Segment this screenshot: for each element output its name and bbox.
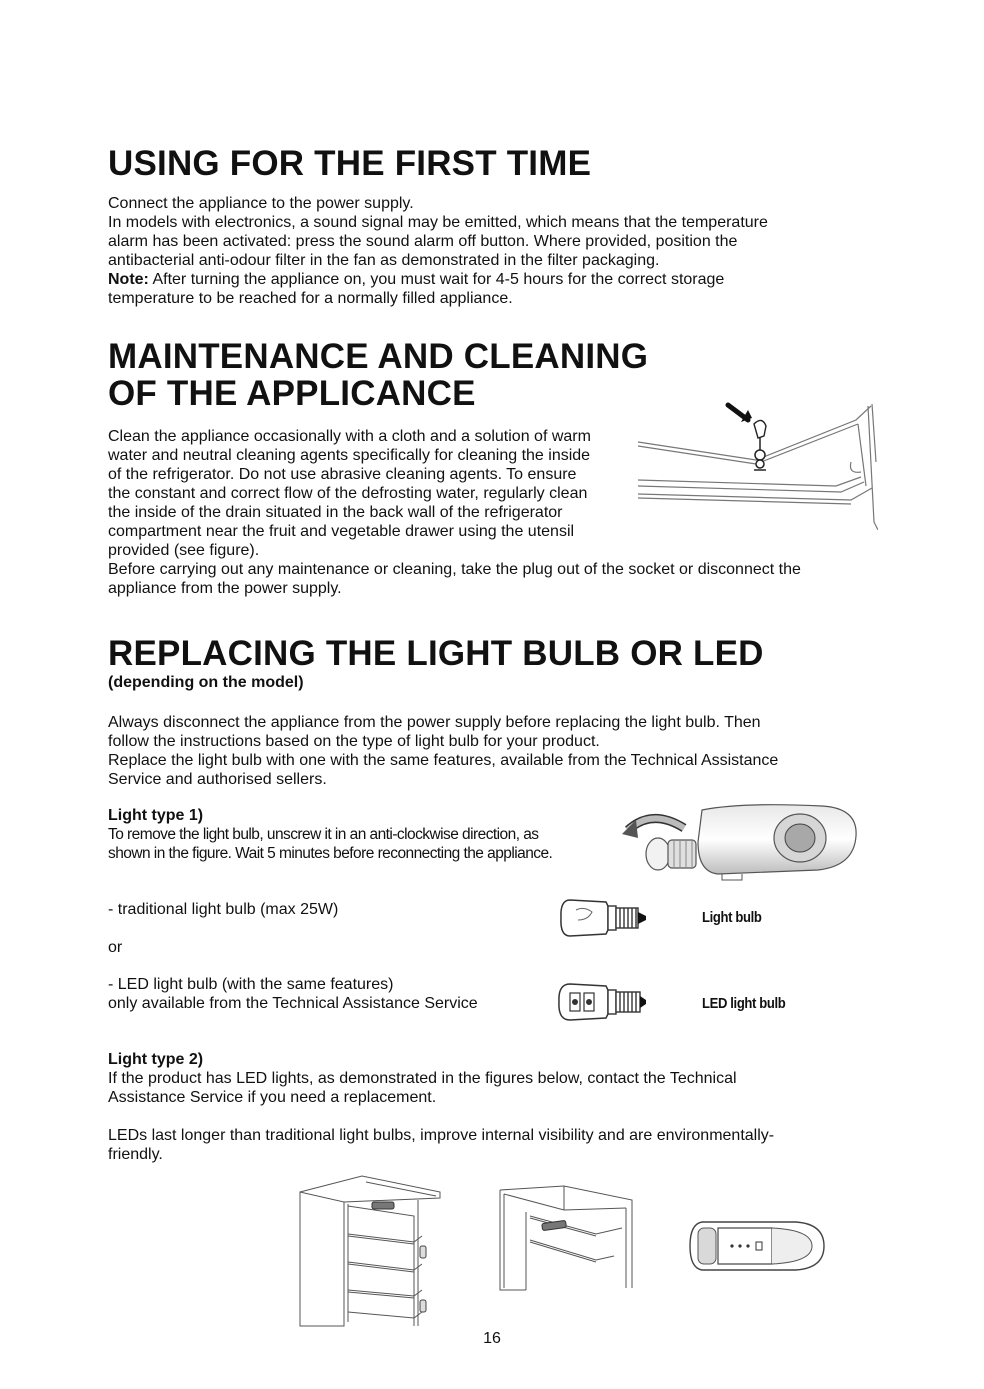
drain-cleaning-figure xyxy=(636,402,878,530)
maintenance-line: the inside of the drain situated in the back wall of the refrigerator xyxy=(108,504,563,521)
traditional-bulb-text: - traditional light bulb (max 25W) xyxy=(108,901,339,918)
intro-line: follow the instructions based on the type of light bulb for your product. xyxy=(108,733,600,750)
note-label: Note: xyxy=(108,271,149,288)
light-type-2-text xyxy=(108,1069,878,1107)
rotate-arrow-icon xyxy=(622,818,684,838)
led-benefits-text xyxy=(108,1126,878,1164)
led-benefits-line-1: LEDs last longer than traditional light bulbs, improve internal visibility and are environmentally- xyxy=(108,1127,775,1144)
first-time-line-2: In models with electronics, a sound signal may be emitted, which means that the temperature xyxy=(108,214,768,231)
section-title-light-bulb: REPLACING THE LIGHT BULB OR LED xyxy=(108,634,764,673)
led-benefits-line-2: friendly. xyxy=(108,1146,163,1163)
light-type-2-heading: Light type 2) xyxy=(108,1051,204,1068)
first-time-line-3: alarm has been activated: press the sound alarm off button. Where provided, position the xyxy=(108,233,738,250)
traditional-bulb-figure xyxy=(558,896,650,940)
lamp-removal-figure xyxy=(622,800,860,882)
light-type-2-line-2: Assistance Service if you need a replacement. xyxy=(108,1089,437,1106)
section-title-maintenance-1: MAINTENANCE AND CLEANING xyxy=(108,337,649,376)
maintenance-line: compartment near the fruit and vegetable drawer using the utensil xyxy=(108,523,575,540)
fridge-interior-figure-2 xyxy=(496,1184,636,1292)
first-time-line-4: antibacterial anti-odour filter in the fan as demonstrated in the filter packaging. xyxy=(108,252,660,269)
note-text: After turning the appliance on, you must wait for 4-5 hours for the correct storage xyxy=(148,271,725,288)
maintenance-line: Clean the appliance occasionally with a cloth and a solution of warm xyxy=(108,428,591,445)
light-bulb-icon xyxy=(558,896,650,940)
first-time-paragraph-1: Connect the appliance to the power supply. xyxy=(108,195,414,212)
section-title-first-time: USING FOR THE FIRST TIME xyxy=(108,144,592,183)
intro-line: Service and authorised sellers. xyxy=(108,771,327,788)
led-unit-figure xyxy=(688,1218,826,1274)
section-title-maintenance-2: OF THE APPLICANCE xyxy=(108,374,476,413)
caption-led-light-bulb: LED light bulb xyxy=(702,996,786,1012)
or-text: or xyxy=(108,939,123,956)
first-time-note xyxy=(108,270,868,289)
light-type-1-heading: Light type 1) xyxy=(108,807,204,824)
caption-light-bulb: Light bulb xyxy=(702,910,762,926)
maintenance-line: provided (see figure). xyxy=(108,542,260,559)
light-bulb-subtitle: (depending on the model) xyxy=(108,674,304,691)
drain-tool-icon xyxy=(754,420,766,470)
light-type-2-line-1: If the product has LED lights, as demonstrated in the figures below, contact the Technical xyxy=(108,1070,737,1087)
led-bulb-icon xyxy=(556,981,650,1023)
light-type-1-line-1: To remove the light bulb, unscrew it in an anti-clockwise direction, as xyxy=(108,826,539,843)
page-number: 16 xyxy=(483,1330,501,1347)
led-light-strip-icon xyxy=(372,1202,394,1209)
led-bulb-line-2: only available from the Technical Assistance Service xyxy=(108,995,478,1012)
led-bulb-figure xyxy=(556,981,650,1023)
fridge-interior-figure-1 xyxy=(296,1172,442,1328)
light-type-1-text xyxy=(108,825,628,863)
light-bulb-small-icon xyxy=(646,838,696,870)
first-time-text xyxy=(108,194,868,308)
maintenance-line: of the refrigerator. Do not use abrasive cleaning agents. To ensure xyxy=(108,466,577,483)
maintenance-line: the constant and correct flow of the defrosting water, regularly clean xyxy=(108,485,588,502)
first-time-note-line-2: temperature to be reached for a normally filled appliance. xyxy=(108,290,513,307)
maintenance-line: water and neutral cleaning agents specifically for cleaning the inside xyxy=(108,447,591,464)
light-type-1-line-2: shown in the figure. Wait 5 minutes before reconnecting the appliance. xyxy=(108,845,553,862)
maintenance-line: appliance from the power supply. xyxy=(108,580,342,597)
intro-line: Always disconnect the appliance from the power supply before replacing the light bulb. Then xyxy=(108,714,761,731)
led-bulb-line-1: - LED light bulb (with the same features) xyxy=(108,976,394,993)
intro-line: Replace the light bulb with one with the same features, available from the Technical Assistance xyxy=(108,752,779,769)
maintenance-line: Before carrying out any maintenance or cleaning, take the plug out of the socket or disconnect the xyxy=(108,561,801,578)
led-bulb-text xyxy=(108,975,548,1013)
light-bulb-intro xyxy=(108,713,878,789)
